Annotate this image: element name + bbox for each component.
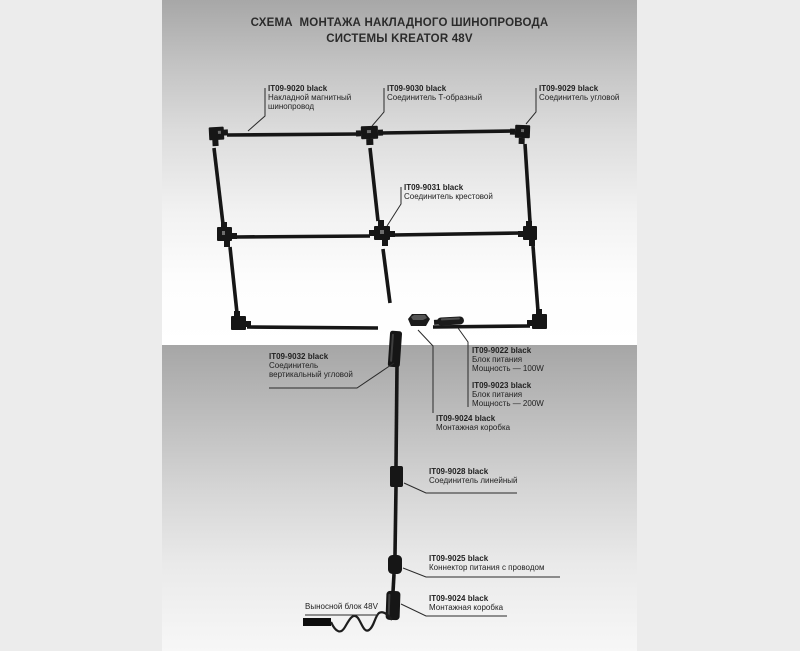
label-remote-block (305, 602, 378, 611)
corner-connector-bottom-right-icon (527, 309, 547, 329)
label-psu-200w-power: Мощность — 200W (472, 399, 544, 409)
t-connector-mid-left-icon (217, 222, 237, 247)
label-cross-connector-desc: Соединитель крестовой (404, 192, 493, 202)
label-psu-100w-code: IT09-9022 black (472, 346, 532, 355)
leader-corner-connector (526, 88, 536, 124)
label-mounting-box-bottom-desc: Монтажная коробка (429, 603, 504, 613)
track-right-vert-upper (525, 144, 530, 222)
label-psu-100w-desc: Блок питания (472, 355, 523, 365)
track-top-right (381, 131, 514, 133)
diagram-title-line1: СХЕМА МОНТАЖА НАКЛАДНОГО ШИНОПРОВОДА (250, 17, 549, 29)
t-connector-mid-right-icon (518, 221, 537, 246)
leader-mounting-box-top (418, 330, 433, 413)
label-psu-200w-desc: Блок питания (472, 390, 523, 400)
corner-connector-top-right-icon (510, 125, 531, 145)
track-mid-left (236, 236, 370, 237)
label-track-desc2: шинопровод (268, 102, 315, 112)
connectors (209, 125, 547, 330)
label-corner-connector-code: IT09-9029 black (539, 84, 599, 93)
label-mounting-box-bottom (429, 594, 503, 612)
label-power-connector-code: IT09-9025 black (429, 554, 489, 563)
track-right-vert-lower (533, 246, 538, 311)
t-connector-top-icon (356, 126, 384, 146)
label-mounting-box-top-code: IT09-9024 black (436, 414, 496, 423)
diagram-title (162, 15, 637, 47)
label-vertical-corner-code: IT09-9032 black (269, 352, 329, 361)
track-left-vert-upper (214, 148, 223, 224)
track-drop-3 (393, 574, 394, 592)
linear-connector-icon (390, 466, 403, 487)
power-supply-units (408, 314, 464, 326)
label-remote-block-text: Выносной блок 48V (305, 602, 378, 611)
label-vertical-corner-desc2: вертикальный угловой (269, 370, 353, 380)
label-psu-100w (472, 346, 544, 374)
track-top-left (227, 134, 361, 135)
leader-cross-connector (387, 187, 401, 226)
label-track-desc: Накладной магнитный (268, 93, 352, 103)
diagram-title-line2: СИСТЕМЫ KREATOR 48V (326, 33, 473, 45)
label-psu-200w (472, 381, 544, 409)
track-bottom-left (247, 327, 378, 328)
track-center-vert-upper (370, 148, 378, 221)
label-vertical-corner-desc: Соединитель (269, 361, 319, 371)
label-t-connector (387, 84, 482, 102)
label-t-connector-desc: Соединитель Т-образный (387, 93, 483, 103)
label-linear-connector-desc: Соединитель линейный (429, 476, 518, 486)
label-power-connector (429, 554, 544, 572)
label-mounting-box-top (436, 414, 510, 432)
label-track-code: IT09-9020 black (268, 84, 328, 93)
label-corner-connector (539, 84, 619, 102)
track-mid-right (393, 233, 521, 235)
power-connector-icon (388, 555, 402, 574)
label-linear-connector-code: IT09-9028 black (429, 467, 489, 476)
leader-t-connector (372, 88, 384, 126)
vertical-corner-connector-icon (388, 331, 402, 368)
track-center-vert-lower (383, 249, 390, 303)
track-left-vert-lower (230, 247, 237, 313)
label-track (268, 84, 351, 112)
leader-psu (458, 328, 468, 407)
label-t-connector-code: IT09-9030 black (387, 84, 447, 93)
label-mounting-box-bottom-code: IT09-9024 black (429, 594, 489, 603)
track-drop-2 (395, 487, 396, 555)
track-bottom-right (433, 326, 530, 327)
label-cross-connector-code: IT09-9031 black (404, 183, 464, 192)
label-cross-connector (404, 183, 493, 201)
label-psu-200w-code: IT09-9023 black (472, 381, 532, 390)
label-power-connector-desc: Коннектор питания с проводом (429, 563, 545, 573)
label-corner-connector-desc: Соединитель угловой (539, 93, 620, 103)
label-linear-connector (429, 467, 517, 485)
psu-200w-icon (434, 316, 464, 326)
label-psu-100w-power: Мощность — 100W (472, 364, 544, 374)
track-drop-1 (396, 366, 397, 466)
leader-track (248, 88, 265, 131)
corner-connector-top-left-icon (209, 126, 229, 146)
cross-connector-icon (369, 220, 395, 246)
label-vertical-corner-connector (269, 352, 353, 380)
label-mounting-box-top-desc: Монтажная коробка (436, 423, 511, 433)
remote-power-block-icon (303, 618, 331, 626)
